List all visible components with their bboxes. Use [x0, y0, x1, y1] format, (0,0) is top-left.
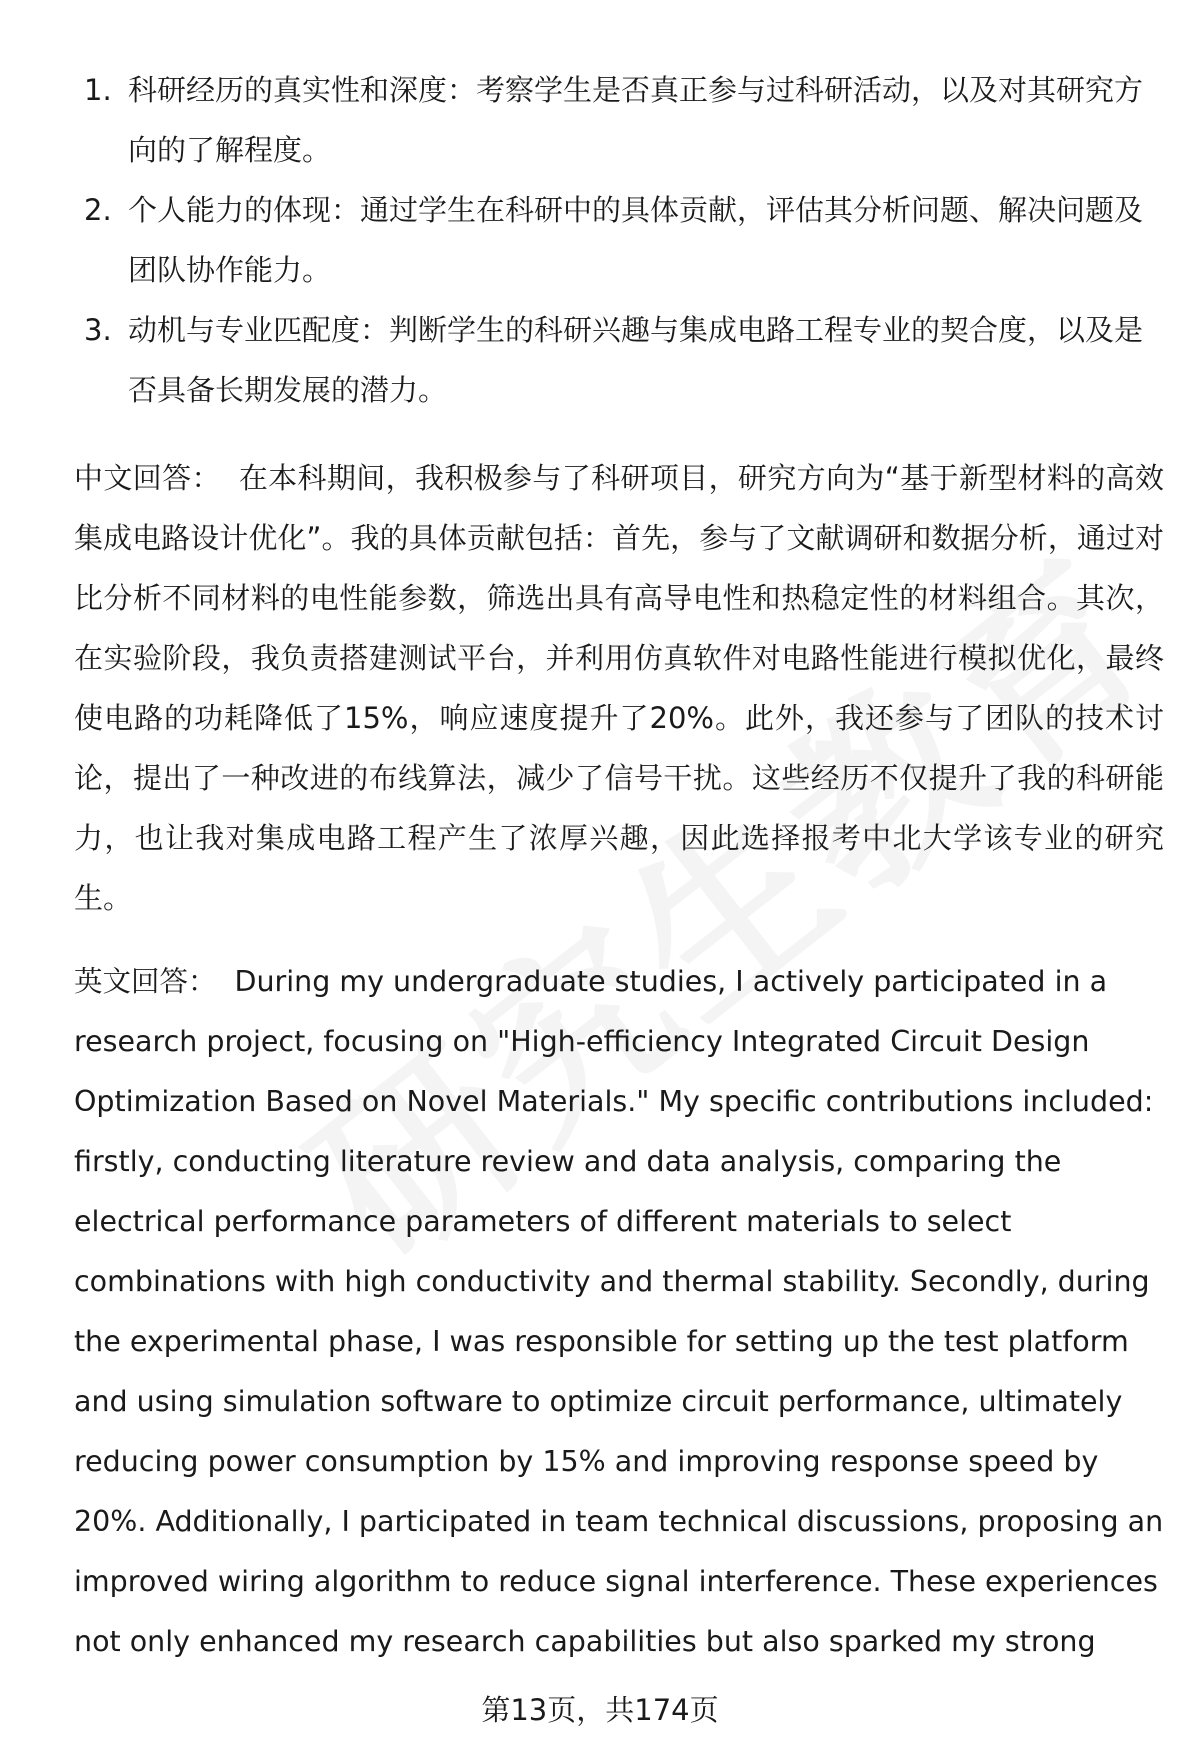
page-footer	[0, 1690, 1200, 1730]
english-answer-paragraph	[74, 952, 1164, 1672]
criteria-list	[74, 60, 1154, 420]
chinese-answer-label: 中文回答：	[74, 461, 221, 495]
english-answer-text: During my undergraduate studies, I actively participated in a research project, focusing on "High-efficiency Integrated Circuit Design Optimization Based on Novel Materials." My specific contributions included: firstly, conducting literature review and data analysis, comparing the electrical performance parameters of different materials to select combinations with high conductivity and thermal stability. Secondly, during the experimental phase, I was responsible for setting up the test platform and using simulation software to optimize circuit performance, ultimately reducing power consumption by 15% and improving response speed by 20%. Additionally, I participated in team technical discussions, proposing an improved wiring algorithm to reduce signal interference. These experiences not only enhanced my research capabilities but also sparked my strong	[74, 965, 1164, 1658]
english-answer-label: 英文回答：	[74, 965, 217, 998]
list-item-number: 3.	[84, 313, 112, 347]
page-number: 第13页，共174页	[481, 1693, 719, 1727]
list-item	[74, 180, 1154, 300]
chinese-answer-text: 在本科期间，我积极参与了科研项目，研究方向为“基于新型材料的高效集成电路设计优化”。我的具体贡献包括：首先，参与了文献调研和数据分析，通过对比分析不同材料的电性能参数，筛选出具有高导电性和热稳定性的材料组合。其次，在实验阶段，我负责搭建测试平台，并利用仿真软件对电路性能进行模拟优化，最终使电路的功耗降低了15%，响应速度提升了20%。此外，我还参与了团队的技术讨论，提出了一种改进的布线算法，减少了信号干扰。这些经历不仅提升了我的科研能力，也让我对集成电路工程产生了浓厚兴趣，因此选择报考中北大学该专业的研究生。	[74, 461, 1164, 915]
list-item-number: 1.	[84, 73, 112, 107]
chinese-answer-paragraph	[74, 448, 1164, 928]
list-item-text: 个人能力的体现：通过学生在科研中的具体贡献，评估其分析问题、解决问题及团队协作能力。	[128, 193, 1144, 287]
list-item	[74, 300, 1154, 420]
list-item-text: 动机与专业匹配度：判断学生的科研兴趣与集成电路工程专业的契合度，以及是否具备长期发展的潜力。	[128, 313, 1144, 407]
list-item	[74, 60, 1154, 180]
list-item-number: 2.	[84, 193, 112, 227]
list-item-text: 科研经历的真实性和深度：考察学生是否真正参与过科研活动，以及对其研究方向的了解程度。	[128, 73, 1144, 167]
